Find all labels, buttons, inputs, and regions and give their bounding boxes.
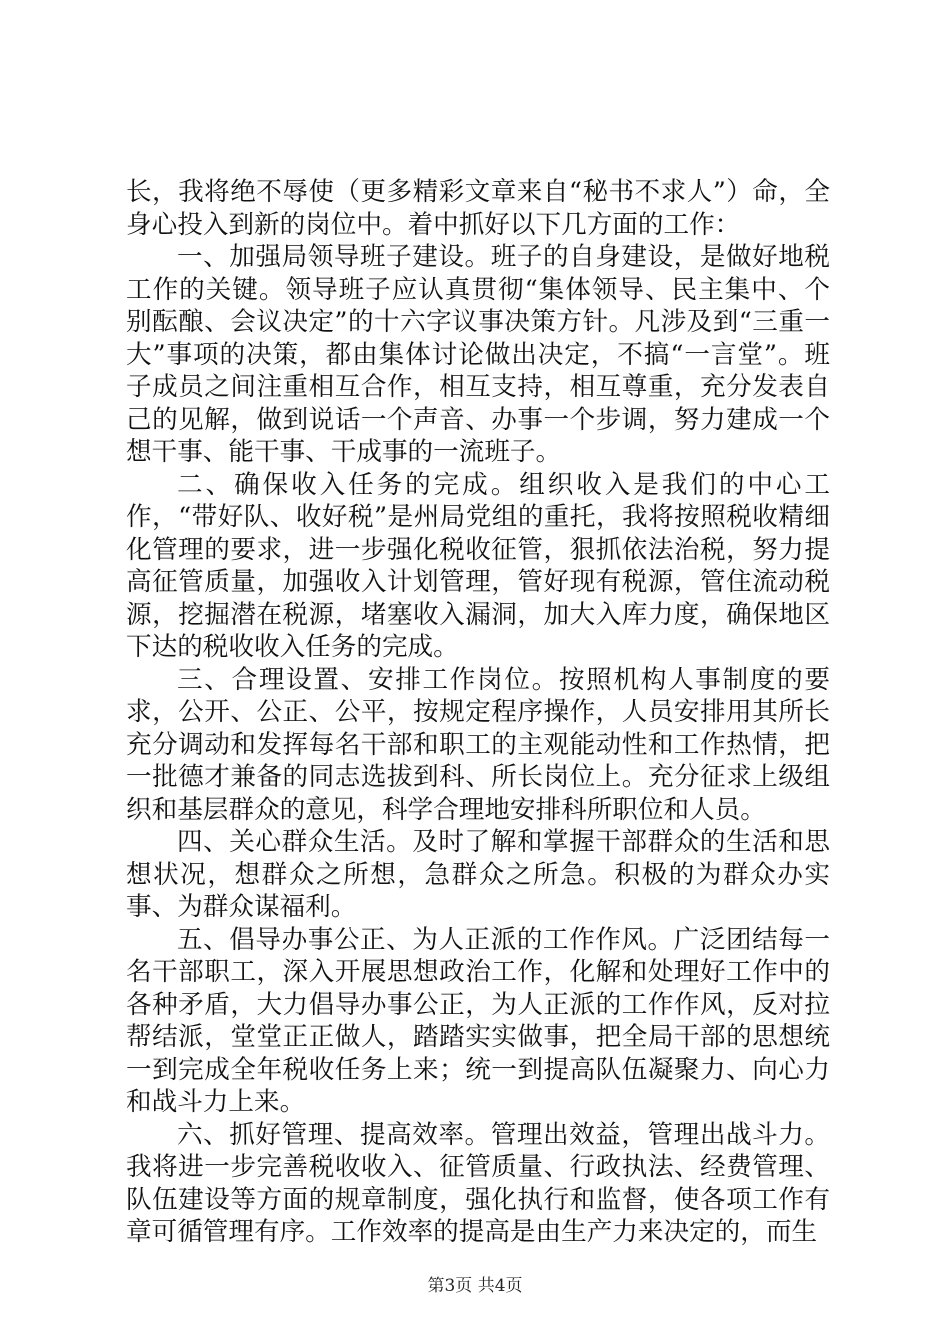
paragraph-work-style: 五、倡导办事公正、为人正派的工作作风。广泛团结每一名干部职工，深入开展思想政治工作，化解和处理好工作中的各种矛盾，大力倡导办事公正，为人正派的工作作风，反对拉帮结派，堂堂正正做人，踏踏实实做事，把全局干部的思想统一到完成全年税收任务上来；统一到提高队伍凝聚力、向心力和战斗力上来。 <box>126 924 830 1117</box>
paragraph-public-welfare: 四、关心群众生活。及时了解和掌握干部群众的生活和思想状况，想群众之所想，急群众之所急。积极的为群众办实事、为群众谋福利。 <box>126 827 830 922</box>
document-body <box>126 176 830 1249</box>
paragraph-job-positions: 三、合理设置、安排工作岗位。按照机构人事制度的要求，公开、公正、公平，按规定程序操作，人员安排用其所长充分调动和发挥每名干部和职工的主观能动性和工作热情，把一批德才兼备的同志选拔到科、所长岗位上。充分征求上级组织和基层群众的意见，科学合理地安排科所职位和人员。 <box>126 664 830 825</box>
page-footer <box>0 1276 950 1296</box>
paragraph-leadership-team: 一、加强局领导班子建设。班子的自身建设，是做好地税工作的关键。领导班子应认真贯彻“集体领导、民主集中、个别酝酿、会议决定”的十六字议事决策方针。凡涉及到“三重一大”事项的决策，都由集体讨论做出决定，不搞“一言堂”。班子成员之间注重相互合作，相互支持，相互尊重，充分发表自己的见解，做到说话一个声音、办事一个步调，努力建成一个想干事、能干事、干成事的一流班子。 <box>126 242 830 467</box>
paragraph-revenue-task: 二、确保收入任务的完成。组织收入是我们的中心工作，“带好队、收好税”是州局党组的重托，我将按照税收精细化管理的要求，进一步强化税收征管，狠抓依法治税，努力提高征管质量，加强收入计划管理，管好现有税源，管住流动税源，挖掘潜在税源，堵塞收入漏洞，加大入库力度，确保地区下达的税收收入任务的完成。 <box>126 469 830 662</box>
page-number: 第3页 共4页 <box>427 1276 523 1296</box>
paragraph-continuation: 长，我将绝不辱使（更多精彩文章来自“秘书不求人”）命，全身心投入到新的岗位中。着中抓好以下几方面的工作： <box>126 177 830 240</box>
paragraph-management-efficiency: 六、抓好管理、提高效率。管理出效益，管理出战斗力。我将进一步完善税收收入、征管质量、行政执法、经费管理、队伍建设等方面的规章制度，强化执行和监督，使各项工作有章可循管理有序。工作效率的提高是由生产力来决定的，而生 <box>126 1119 830 1247</box>
